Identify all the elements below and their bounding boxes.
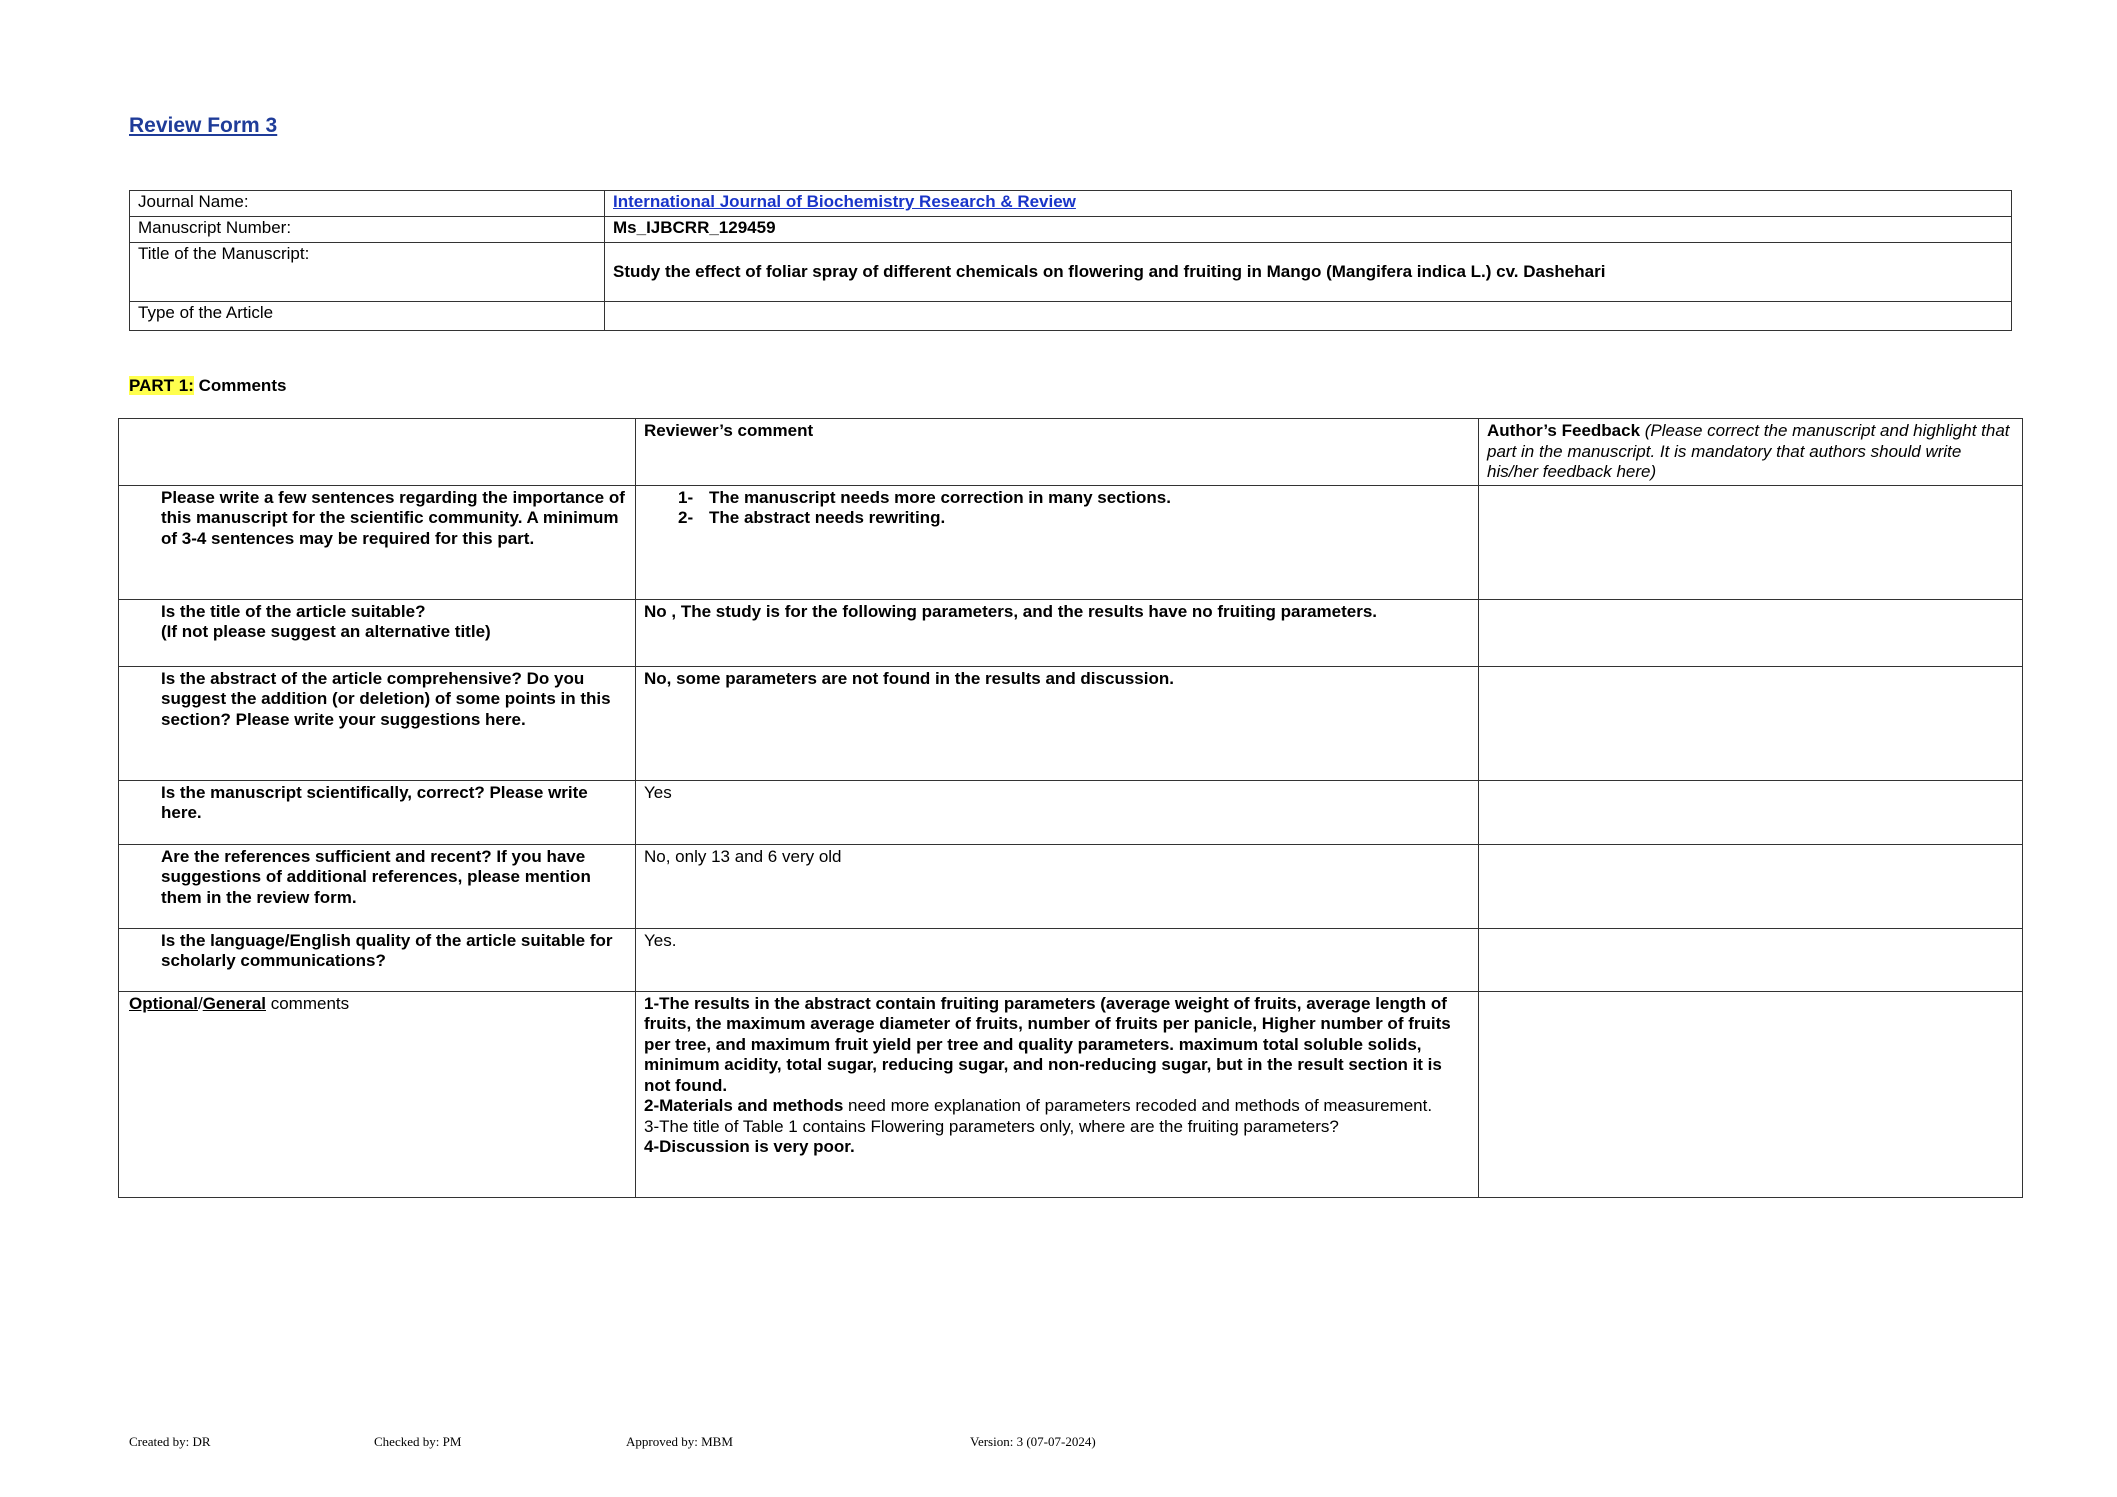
- table-row: [119, 844, 2023, 928]
- comment-importance: [636, 485, 1479, 599]
- optional-comment-1: 1-The results in the abstract contain fruiting parameters (average weight of fruits, average length of fruits, the maximum average diameter of fruits, number of fruits per panicle, Higher number of fruits per tree, and maximum fruit yield per tree and quality parameters. maximum total soluble solids, minimum acidity, total sugar, reducing sugar, and non-reducing sugar, but in the result section it is not found.: [644, 993, 1451, 1095]
- footer-created-by: Created by: DR: [129, 1434, 211, 1449]
- comments-table: [118, 418, 2023, 1198]
- feedback-references[interactable]: [1479, 844, 2023, 928]
- general-label: General: [202, 993, 266, 1013]
- feedback-scientific[interactable]: [1479, 780, 2023, 844]
- article-type-label: Type of the Article: [130, 302, 605, 331]
- list-item: [644, 488, 1470, 509]
- article-type-row: [130, 302, 2012, 331]
- question-scientific: Is the manuscript scientifically, correct? Please write here.: [119, 780, 636, 844]
- optional-comment-3: 3-The title of Table 1 contains Flowering parameters only, where are the fruiting parameters?: [644, 1116, 1339, 1136]
- footer-version: Version: 3 (07-07-2024): [970, 1434, 1096, 1449]
- author-feedback-note: (Please correct the manuscript and highlight that part in the manuscript. It is mandatory that authors should write his/her feedback here): [1487, 421, 2010, 481]
- question-title: [119, 599, 636, 666]
- question-abstract: Is the abstract of the article comprehensive? Do you suggest the addition (or deletion) of some points in this section? Please write your suggestions here.: [119, 666, 636, 780]
- manuscript-number-label: Manuscript Number:: [130, 217, 605, 243]
- question-title-line1: Is the title of the article suitable?: [161, 601, 426, 621]
- footer-checked-by: Checked by: PM: [374, 1434, 462, 1449]
- journal-link[interactable]: International Journal of Biochemistry Research & Review: [613, 192, 1076, 211]
- comments-header-row: [119, 419, 2023, 486]
- question-language: Is the language/English quality of the article suitable for scholarly communications?: [119, 928, 636, 991]
- table-row: [119, 780, 2023, 844]
- table-row: [119, 666, 2023, 780]
- optional-comment-2-rest: need more explanation of parameters recoded and methods of measurement.: [843, 1096, 1433, 1115]
- table-row: [119, 599, 2023, 666]
- manuscript-info-table: [129, 190, 2012, 331]
- journal-row: [130, 191, 2012, 217]
- manuscript-number-value: Ms_IJBCRR_129459: [605, 217, 2012, 243]
- part1-heading: [129, 376, 286, 396]
- journal-cell: [605, 191, 2012, 217]
- optional-comments-text: [636, 991, 1479, 1197]
- reviewer-comment-header: Reviewer’s comment: [636, 419, 1479, 486]
- author-feedback-title: Author’s Feedback: [1487, 421, 1641, 440]
- list-text: The abstract needs rewriting.: [709, 508, 946, 527]
- question-importance: Please write a few sentences regarding the importance of this manuscript for the scientific community. A minimum of 3-4 sentences may be required for this part.: [119, 485, 636, 599]
- manuscript-title-row: [130, 243, 2012, 302]
- part1-heading-text: Comments: [193, 376, 287, 395]
- journal-label: Journal Name:: [130, 191, 605, 217]
- list-number: 2-: [678, 508, 694, 527]
- comments-label: comments: [266, 993, 350, 1013]
- feedback-abstract[interactable]: [1479, 666, 2023, 780]
- manuscript-number-row: [130, 217, 2012, 243]
- optional-comment-2-lead: 2-Materials and methods: [644, 1096, 844, 1115]
- article-type-value: [605, 302, 2012, 331]
- optional-comments-row: [119, 991, 2023, 1197]
- comment-title: No , The study is for the following parameters, and the results have no fruiting parameters.: [636, 599, 1479, 666]
- optional-comment-2: [644, 1096, 1470, 1117]
- optional-general-label: [119, 991, 636, 1197]
- optional-comment-4: 4-Discussion is very poor.: [644, 1137, 855, 1156]
- author-feedback-header: [1479, 419, 2023, 486]
- optional-label: Optional: [129, 993, 198, 1013]
- feedback-importance[interactable]: [1479, 485, 2023, 599]
- comment-scientific: Yes: [636, 780, 1479, 844]
- manuscript-title-label: Title of the Manuscript:: [130, 243, 605, 302]
- feedback-title[interactable]: [1479, 599, 2023, 666]
- comment-references: No, only 13 and 6 very old: [636, 844, 1479, 928]
- list-number: 1-: [678, 487, 694, 507]
- feedback-optional[interactable]: [1479, 991, 2023, 1197]
- optional-separator: /: [197, 993, 203, 1013]
- table-row: [119, 928, 2023, 991]
- list-text: The manuscript needs more correction in many sections.: [709, 487, 1171, 507]
- manuscript-title-value: Study the effect of foliar spray of different chemicals on flowering and fruiting in Mango (Mangifera indica L.) cv. Dashehari: [605, 243, 2012, 302]
- question-title-line2: (If not please suggest an alternative title): [161, 622, 491, 641]
- comment-abstract: No, some parameters are not found in the results and discussion.: [636, 666, 1479, 780]
- list-item: [644, 508, 1470, 529]
- feedback-language[interactable]: [1479, 928, 2023, 991]
- footer-approved-by: Approved by: MBM: [626, 1434, 733, 1449]
- question-references: Are the references sufficient and recent? If you have suggestions of additional references, please mention them in the review form.: [119, 844, 636, 928]
- header-empty-cell: [119, 419, 636, 486]
- part1-highlight-label: PART 1:: [129, 376, 194, 395]
- form-title[interactable]: Review Form 3: [129, 114, 278, 137]
- comment-language: Yes.: [636, 928, 1479, 991]
- table-row: [119, 485, 2023, 599]
